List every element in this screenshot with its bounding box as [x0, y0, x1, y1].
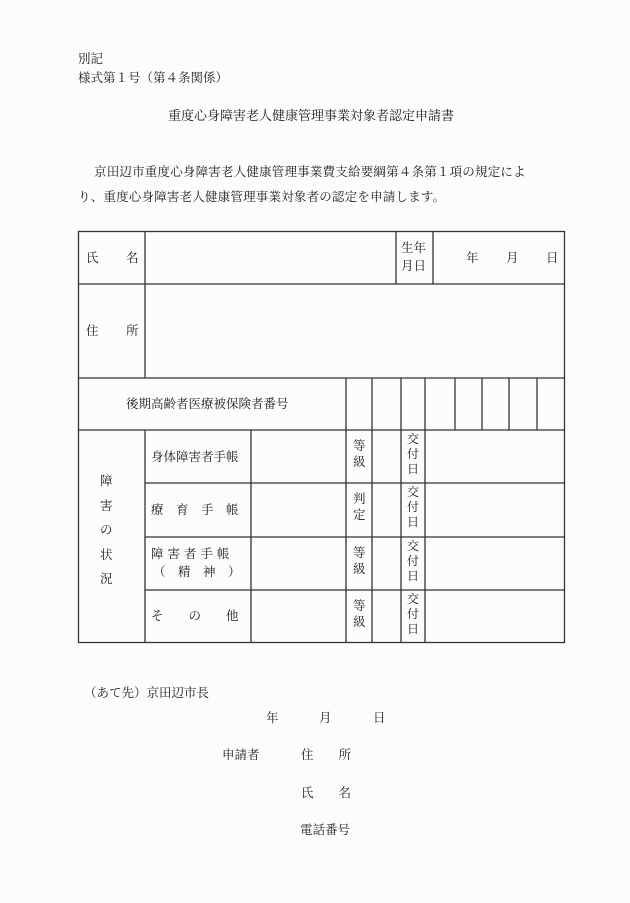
- physical-disability-number-input[interactable]: [252, 431, 345, 482]
- issue-label-char: 付: [407, 500, 420, 514]
- birthdate-month-label: 月: [506, 250, 519, 265]
- grade-label-char: 級: [353, 613, 366, 629]
- disability-label-char: の: [100, 522, 113, 537]
- row-other-issue-label: [407, 593, 419, 635]
- disability-label-char: 状: [100, 546, 113, 562]
- issue-label-char: 日: [407, 622, 420, 636]
- applicant-phone-label: 電話番号: [300, 822, 351, 837]
- name-label-1: 氏: [86, 250, 99, 265]
- application-date-year-label: 年: [266, 710, 279, 725]
- row-rehab-type: 療 育 手 帳: [151, 502, 239, 517]
- row-other-type: そ の 他: [151, 608, 239, 623]
- page-title: 重度心身障害老人健康管理事業対象者認定申請書: [168, 109, 455, 124]
- applicant-name-input[interactable]: [360, 778, 560, 800]
- birthdate-label-2: 月日: [401, 258, 427, 273]
- row-physical-grade-label: [353, 440, 366, 468]
- grade-label-char: 級: [353, 560, 366, 576]
- mental-number-input[interactable]: [252, 538, 345, 589]
- grade-label-char: 判: [353, 491, 366, 506]
- issue-label-char: 付: [407, 607, 420, 621]
- issue-label-char: 付: [407, 554, 420, 568]
- physical-issue-date-input[interactable]: [426, 431, 564, 482]
- applicant-name-label: 氏 名: [301, 785, 352, 800]
- name-label-2: 名: [126, 250, 139, 265]
- rehab-number-input[interactable]: [252, 484, 345, 536]
- annex-label: 別記: [78, 51, 104, 66]
- grade-label-char: 等: [353, 598, 366, 613]
- row-rehab-issue-label: [407, 486, 419, 528]
- birthdate-year-label: 年: [466, 250, 479, 265]
- rehab-issue-date-input[interactable]: [426, 484, 564, 536]
- row-physical-disability-type: 身体障害者手帳: [151, 449, 239, 464]
- other-grade-input[interactable]: [373, 591, 400, 641]
- mental-grade-input[interactable]: [373, 538, 400, 589]
- grade-label-char: 定: [353, 506, 366, 522]
- row-mental-type-sub: （ 精 神 ）: [153, 564, 241, 579]
- physical-grade-input[interactable]: [373, 431, 400, 482]
- addressee: （あて先）京田辺市長: [84, 685, 210, 700]
- application-date-month-label: 月: [319, 710, 332, 725]
- intro-line-2: り、重度心身障害老人健康管理事業対象者の認定を申請します。: [78, 189, 446, 204]
- issue-label-char: 日: [407, 462, 420, 476]
- row-mental-grade-label: [353, 547, 366, 575]
- birthdate-day-label: 日: [546, 250, 559, 265]
- insurance-number-input[interactable]: [347, 379, 564, 429]
- applicant-address-label: 住 所: [301, 747, 352, 762]
- applicant-phone-input[interactable]: [360, 815, 560, 837]
- issue-label-char: 交: [407, 592, 420, 606]
- form-number: 様式第１号（第４条関係）: [78, 70, 229, 85]
- disability-label-char: 障: [100, 473, 113, 488]
- issue-label-char: 交: [407, 432, 420, 446]
- mental-issue-date-input[interactable]: [426, 538, 564, 589]
- insurance-number-label: 後期高齢者医療被保険者番号: [126, 396, 289, 411]
- issue-label-char: 日: [407, 515, 420, 529]
- application-date-day-label: 日: [373, 710, 386, 725]
- grade-label-char: 級: [353, 453, 366, 469]
- other-issue-date-input[interactable]: [426, 591, 564, 641]
- row-mental-type: 障 害 者 手 帳: [151, 546, 230, 561]
- address-input[interactable]: [146, 285, 564, 377]
- birthdate-input[interactable]: [434, 232, 564, 283]
- rehab-judgement-input[interactable]: [373, 484, 400, 536]
- applicant-label: 申請者: [222, 747, 260, 762]
- row-mental-issue-label: [407, 540, 419, 582]
- intro-line-1: 京田辺市重度心身障害老人健康管理事業費支給要綱第４条第１項の規定によ: [94, 164, 526, 179]
- issue-label-char: 交: [407, 485, 420, 499]
- grade-label-char: 等: [353, 438, 366, 453]
- grade-label-char: 等: [353, 545, 366, 560]
- row-other-grade-label: [353, 600, 366, 628]
- row-rehab-judgement-label: [353, 493, 366, 521]
- address-label-2: 所: [126, 323, 139, 338]
- disability-label-char: 害: [100, 497, 113, 513]
- issue-label-char: 交: [407, 539, 420, 553]
- name-input[interactable]: [146, 232, 395, 283]
- address-label-1: 住: [86, 323, 99, 338]
- issue-label-char: 日: [407, 569, 420, 583]
- applicant-address-input[interactable]: [360, 740, 560, 762]
- other-number-input[interactable]: [252, 591, 345, 641]
- row-physical-issue-label: [407, 433, 419, 475]
- disability-status-label: [100, 475, 113, 586]
- disability-label-char: 況: [100, 571, 113, 586]
- issue-label-char: 付: [407, 447, 420, 461]
- birthdate-label-1: 生年: [401, 240, 427, 255]
